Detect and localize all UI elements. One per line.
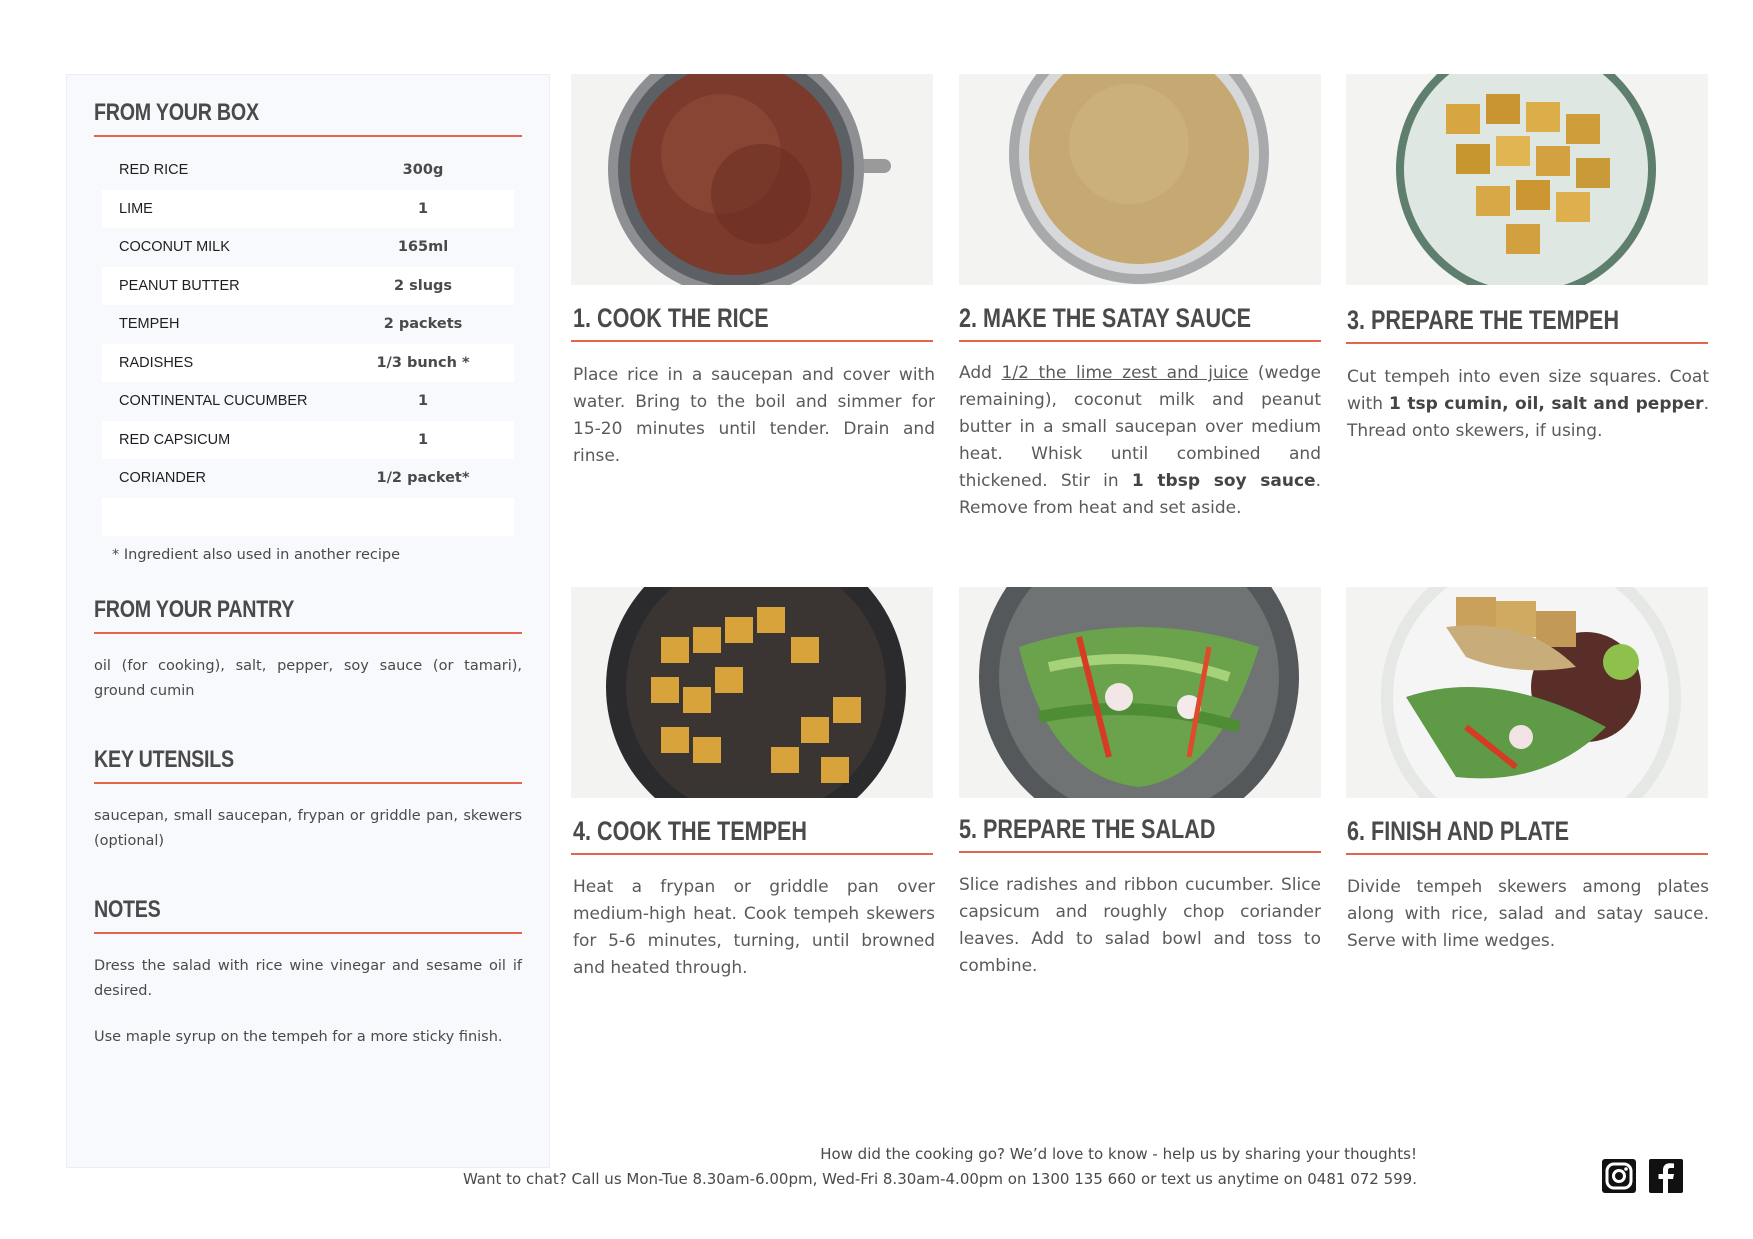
step-divider xyxy=(1346,342,1708,344)
ingredient-row xyxy=(102,459,514,498)
ingredient-row xyxy=(102,382,514,421)
ingredient-name: PEANUT BUTTER xyxy=(119,277,240,294)
ingredient-quantity: 165ml xyxy=(397,239,449,256)
ingredient-note: * Ingredient also used in another recipe xyxy=(112,547,400,563)
step-5-text: Slice radishes and ribbon cucumber. Slice capsicum and roughly chop coriander leaves. Add to salad bowl and toss to combine. xyxy=(959,875,1321,976)
pantry-text: oil (for cooking), salt, pepper, soy sauce (or tamari), ground cumin xyxy=(94,658,522,699)
step-1-text: Place rice in a saucepan and cover with water. Bring to the boil and simmer for 15-20 minutes until tender. Drain and rinse. xyxy=(573,365,935,466)
ingredient-name: LIME xyxy=(119,200,153,217)
section-divider xyxy=(94,135,522,137)
ingredient-name: RED CAPSICUM xyxy=(119,431,231,448)
section-divider xyxy=(94,782,522,784)
step-2-text-underlined: 1/2 the lime zest and juice xyxy=(1001,363,1249,383)
ingredient-quantity: 2 packets xyxy=(383,316,463,333)
ingredient-quantity: 300g xyxy=(402,162,444,179)
step-divider xyxy=(959,340,1321,342)
step-2-photo xyxy=(959,74,1321,285)
notes-paragraph-2: Use maple syrup on the tempeh for a more sticky finish. xyxy=(94,1029,503,1045)
ingredients-table xyxy=(102,151,514,536)
step-2-text xyxy=(959,360,1321,522)
ingredient-name: RED RICE xyxy=(119,162,189,179)
instagram-icon[interactable] xyxy=(1601,1158,1637,1194)
ingredient-row xyxy=(102,267,514,306)
step-3-text-bold: 1 tsp cumin, oil, salt and pepper xyxy=(1389,394,1704,414)
step-2-text-part: . Remove from heat and set aside. xyxy=(959,471,1321,518)
step-6-photo xyxy=(1346,587,1708,798)
footer-contact-text: Want to chat? Call us Mon-Tue 8.30am-6.00pm, Wed-Fri 8.30am-4.00pm on 1300 135 660 or text us anytime on 0481 072 599. xyxy=(462,1170,1417,1188)
step-2-text-part: (wedge remaining), coconut milk and peanut butter in a small saucepan over medium heat. Whisk until combined and thickened. Stir in xyxy=(959,363,1321,491)
key-utensils-title: KEY UTENSILS xyxy=(94,746,234,773)
step-3-text-part: . Thread onto skewers, if using. xyxy=(1347,394,1709,441)
ingredient-quantity: 1/3 bunch * xyxy=(376,354,470,371)
ingredient-name: COCONUT MILK xyxy=(119,239,230,256)
step-6-title: 6. FINISH AND PLATE xyxy=(1347,816,1570,846)
step-divider xyxy=(959,851,1321,853)
ingredient-name: CONTINENTAL CUCUMBER xyxy=(119,393,308,410)
step-2-text-part: Add xyxy=(959,363,1002,383)
section-divider xyxy=(94,632,522,634)
ingredient-quantity: 1 xyxy=(417,200,429,217)
step-3-text-part: Cut tempeh into even size squares. Coat with xyxy=(1347,367,1709,414)
from-your-box-title: FROM YOUR BOX xyxy=(94,99,259,126)
step-1-photo xyxy=(571,74,933,285)
step-5-title: 5. PREPARE THE SALAD xyxy=(959,814,1216,844)
ingredient-name: CORIANDER xyxy=(119,470,207,487)
ingredient-row xyxy=(102,421,514,460)
ingredient-row xyxy=(102,344,514,383)
ingredient-row xyxy=(102,498,514,537)
notes-paragraph-1: Dress the salad with rice wine vinegar and sesame oil if desired. xyxy=(94,958,522,999)
ingredient-quantity: 1 xyxy=(417,393,429,410)
step-5-photo xyxy=(959,587,1321,798)
step-3-title: 3. PREPARE THE TEMPEH xyxy=(1347,305,1620,335)
step-2-title: 2. MAKE THE SATAY SAUCE xyxy=(959,303,1252,333)
footer-feedback-text: How did the cooking go? We’d love to know - help us by sharing your thoughts! xyxy=(820,1145,1417,1163)
ingredient-name: RADISHES xyxy=(119,354,194,371)
section-divider xyxy=(94,932,522,934)
ingredient-row xyxy=(102,151,514,190)
ingredient-row xyxy=(102,190,514,229)
ingredient-quantity: 1/2 packet* xyxy=(376,470,470,487)
utensils-text: saucepan, small saucepan, frypan or griddle pan, skewers (optional) xyxy=(94,808,522,849)
step-4-title: 4. COOK THE TEMPEH xyxy=(573,816,808,846)
from-your-pantry-title: FROM YOUR PANTRY xyxy=(94,596,295,623)
step-2-text-bold: 1 tbsp soy sauce xyxy=(1131,471,1316,491)
step-6-text: Divide tempeh skewers among plates along with rice, salad and satay sauce. Serve with lime wedges. xyxy=(1347,877,1709,951)
step-divider xyxy=(571,853,933,855)
facebook-icon[interactable] xyxy=(1648,1158,1684,1194)
notes-title: NOTES xyxy=(94,896,161,923)
ingredient-quantity: 1 xyxy=(417,431,429,448)
step-divider xyxy=(1346,853,1708,855)
ingredient-name: TEMPEH xyxy=(119,316,180,333)
step-3-text xyxy=(1347,364,1709,445)
step-3-photo xyxy=(1346,74,1708,285)
ingredient-row xyxy=(102,305,514,344)
ingredients-sidebar xyxy=(66,74,550,1168)
step-4-text: Heat a frypan or griddle pan over medium-high heat. Cook tempeh skewers for 5-6 minutes, turning, until browned and heated through. xyxy=(573,877,935,978)
step-4-photo xyxy=(571,587,933,798)
step-divider xyxy=(571,340,933,342)
step-1-title: 1. COOK THE RICE xyxy=(573,303,769,333)
ingredient-quantity: 2 slugs xyxy=(393,277,453,294)
ingredient-row xyxy=(102,228,514,267)
